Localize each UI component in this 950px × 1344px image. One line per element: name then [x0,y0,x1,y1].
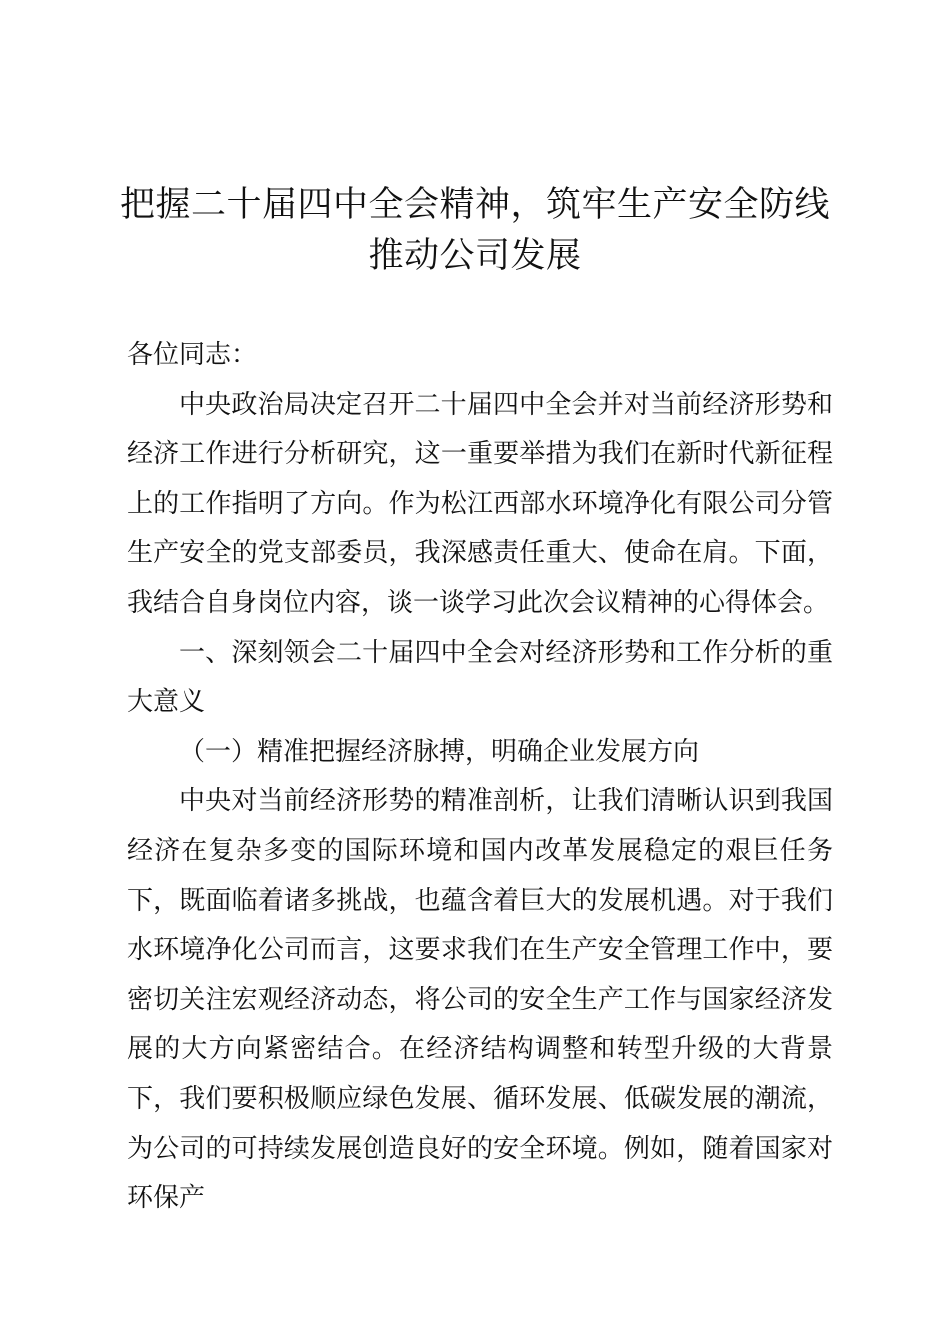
paragraph-intro: 中央政治局决定召开二十届四中全会并对当前经济形势和经济工作进行分析研究，这一重要举措为我们在新时代新征程上的工作指明了方向。作为松江西部水环境净化有限公司分管生产安全的党支部委员，我深感责任重大、使命在肩。下面，我结合自身岗位内容，谈一谈学习此次会议精神的心得体会。 [127,389,833,618]
paragraph-body: 中央对当前经济形势的精准剖析，让我们清晰认识到我国经济在复杂多变的国际环境和国内改革发展稳定的艰巨任务下，既面临着诸多挑战，也蕴含着巨大的发展机遇。对于我们水环境净化公司而言，这要求我们在生产安全管理工作中，要密切关注宏观经济动态，将公司的安全生产工作与国家经济发展的大方向紧密结合。在经济结构调整和转型升级的大背景下，我们要积极顺应绿色发展、循环发展、低碳发展的潮流，为公司的可持续发展创造良好的安全环境。例如，随着国家对环保产 [127,786,833,1214]
document-title-line-1: 把握二十届四中全会精神，筑牢生产安全防线 [119,185,830,225]
salutation: 各位同志： [127,340,258,370]
section-heading-1: 一、深刻领会二十届四中全会对经济形势和工作分析的重大意义 [127,637,833,718]
document-title-line-2: 推动公司发展 [368,236,582,276]
subsection-heading-1: （一）精准把握经济脉搏，明确企业发展方向 [179,736,700,767]
document-body [127,331,833,1224]
